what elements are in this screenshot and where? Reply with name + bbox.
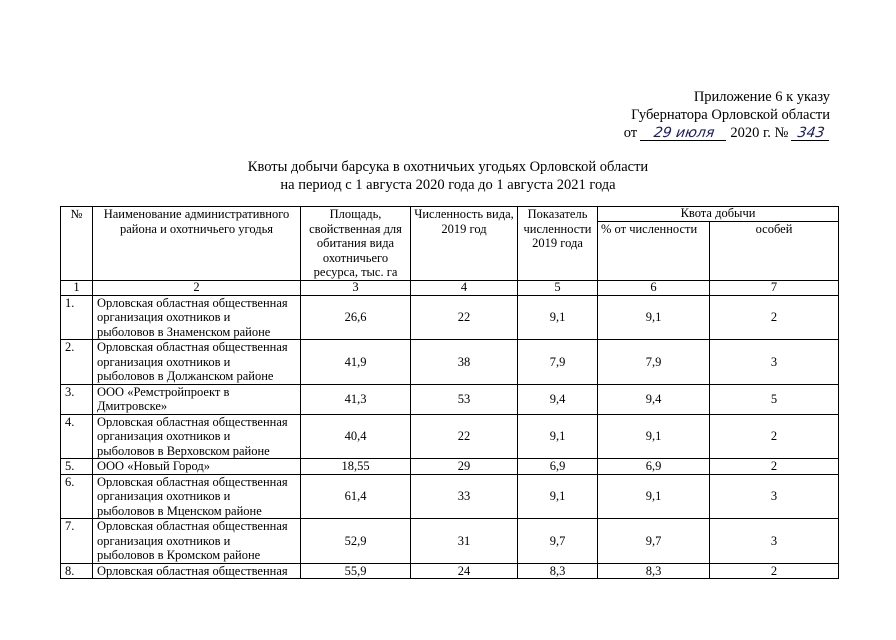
quota-percent-value: 8,3 [598,563,710,579]
name-line: ООО «Новый Город» [97,459,210,473]
indicator-value: 7,9 [518,340,598,385]
quota-percent-value: 7,9 [598,340,710,385]
hunting-ground-name [93,459,301,475]
hunting-ground-name [93,519,301,564]
quota-percent-value: 9,7 [598,519,710,564]
header-num: № [61,207,93,281]
column-number: 3 [301,280,411,295]
header-area: Площадь, свойственная для обитания вида охотничьего ресурса, тыс. га [301,207,411,281]
area-value: 40,4 [301,414,411,459]
name-line: Дмитровске» [97,399,168,413]
appendix-date-line [624,124,830,142]
name-line: Орловская областная общественная [97,519,288,533]
name-line: рыболовов в Мценском районе [97,503,262,518]
hunting-ground-name [93,474,301,519]
quota-table [60,206,839,579]
row-number: 4. [61,414,93,459]
handwritten-number: 343 [791,126,831,141]
area-value: 55,9 [301,563,411,579]
column-number: 7 [710,280,839,295]
column-number: 5 [518,280,598,295]
column-number: 6 [598,280,710,295]
appendix-line-1: Приложение 6 к указу [693,89,830,105]
row-number: 7. [61,519,93,564]
quota-percent-value: 6,9 [598,459,710,475]
population-value: 31 [411,519,518,564]
table-row [61,414,839,459]
name-line: организация охотников и [97,533,231,548]
column-number: 2 [93,280,301,295]
row-number: 2. [61,340,93,385]
table-row [61,295,839,340]
table-row [61,519,839,564]
quota-individuals-value: 2 [710,414,839,459]
area-value: 61,4 [301,474,411,519]
name-line: Орловская областная общественная [97,563,288,578]
header-quota-group: Квота добычи [598,207,839,222]
name-line: ООО «Ремстройпроект в [97,384,230,399]
title-line-1: Квоты добычи барсука в охотничьих угодьях Орловской области [247,159,649,175]
quota-percent-value: 9,1 [598,474,710,519]
name-line: рыболовов в Должанском районе [97,369,274,383]
name-line: Орловская областная общественная [97,414,288,429]
hunting-ground-name [93,295,301,340]
quota-individuals-value: 2 [710,459,839,475]
table-row [61,474,839,519]
document-title [0,158,896,194]
quota-percent-value: 9,1 [598,414,710,459]
name-line: Орловская областная общественная [97,474,288,489]
area-value: 18,55 [301,459,411,475]
table-row [61,459,839,475]
name-line: организация охотников и [97,489,231,503]
row-number: 5. [61,459,93,475]
column-number: 1 [61,280,93,295]
header-name: Наименование административного района и охотничьего угодья [93,207,301,281]
indicator-value: 9,1 [518,414,598,459]
name-line: организация охотников и [97,354,231,369]
population-value: 29 [411,459,518,475]
year-text: 2020 г. № [730,125,789,141]
hunting-ground-name [93,563,301,579]
row-number: 6. [61,474,93,519]
population-value: 53 [411,384,518,414]
table-row [61,563,839,579]
name-line: рыболовов в Знаменском районе [97,324,271,339]
handwritten-date: 29 июля [640,126,728,141]
appendix-header [624,88,830,142]
indicator-value: 9,1 [518,295,598,340]
population-value: 22 [411,414,518,459]
indicator-value: 6,9 [518,459,598,475]
row-number: 3. [61,384,93,414]
area-value: 41,9 [301,340,411,385]
title-line-2: на период с 1 августа 2020 года до 1 августа 2021 года [280,177,616,193]
hunting-ground-name [93,340,301,385]
quota-individuals-value: 2 [710,295,839,340]
quota-individuals-value: 2 [710,563,839,579]
header-population: Численность вида, 2019 год [411,207,518,281]
area-value: 26,6 [301,295,411,340]
table-row [61,340,839,385]
population-value: 24 [411,563,518,579]
name-line: Орловская областная общественная [97,295,288,310]
date-prefix: от [623,125,638,141]
name-line: организация охотников и [97,310,231,324]
row-number: 1. [61,295,93,340]
row-number: 8. [61,563,93,579]
header-indicator: Показатель численности 2019 года [518,207,598,281]
column-number: 4 [411,280,518,295]
indicator-value: 9,7 [518,519,598,564]
quota-individuals-value: 3 [710,519,839,564]
header-quota-individuals: особей [710,222,839,281]
population-value: 22 [411,295,518,340]
quota-percent-value: 9,1 [598,295,710,340]
indicator-value: 9,1 [518,474,598,519]
quota-individuals-value: 3 [710,474,839,519]
name-line: рыболовов в Кромском районе [97,548,261,562]
appendix-line-2: Губернатора Орловской области [631,107,830,123]
area-value: 52,9 [301,519,411,564]
hunting-ground-name [93,384,301,414]
column-numbers-row [61,280,839,295]
quota-individuals-value: 5 [710,384,839,414]
indicator-value: 8,3 [518,563,598,579]
header-quota-percent: % от численности [598,222,710,281]
population-value: 33 [411,474,518,519]
quota-percent-value: 9,4 [598,384,710,414]
indicator-value: 9,4 [518,384,598,414]
hunting-ground-name [93,414,301,459]
name-line: организация охотников и [97,429,231,443]
area-value: 41,3 [301,384,411,414]
name-line: Орловская областная общественная [97,340,288,354]
quota-individuals-value: 3 [710,340,839,385]
name-line: рыболовов в Верховском районе [97,443,270,458]
population-value: 38 [411,340,518,385]
table-row [61,384,839,414]
